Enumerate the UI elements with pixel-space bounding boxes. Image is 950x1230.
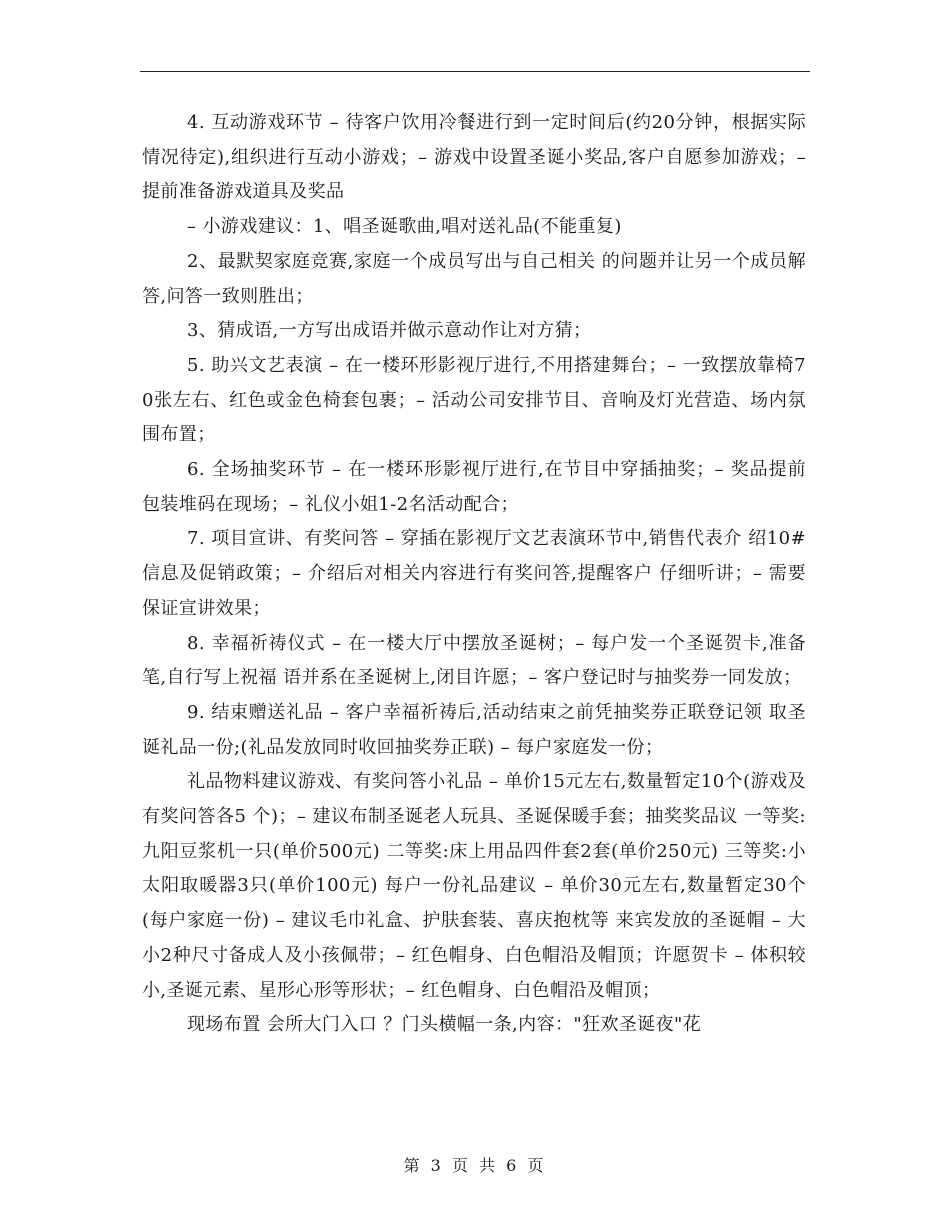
paragraph-interactive-games: 4. 互动游戏环节 – 待客户饮用冷餐进行到一定时间后(约20分钟，根据实际情况待定),组织进行互动小游戏；– 游戏中设置圣诞小奖品,客户自愿参加游戏；– 提前准备游戏道具及奖品 [142,112,806,203]
paragraph-project-promo: 7. 项目宣讲、有奖问答 – 穿插在影视厅文艺表演环节中,销售代表介 绍10#信息及促销政策；– 介绍后对相关内容进行有奖问答,提醒客户 仔细听讲；– 需要保证宣讲效果； [142,528,806,619]
document-body [142,106,806,1043]
paragraph-venue-setup: 现场布置 会所大门入口 ？门头横幅一条,内容："狂欢圣诞夜"花 [187,1014,702,1036]
paragraph-performance: 5. 助兴文艺表演 – 在一楼环形影视厅进行,不用搭建舞台；– 一致摆放靠椅70张左右、红色或金色椅套包裹；– 活动公司安排节目、音响及灯光营造、场内氛 围布置； [142,354,806,446]
header-rule [140,71,810,72]
paragraph-family-contest: 2、最默契家庭竞赛,家庭一个成员写出与自己相关 的问题并让另一个成员解答,问答一致则胜出； [142,250,806,307]
paragraph-closing-gifts: 9. 结束赠送礼品 – 客户幸福祈祷后,活动结束之前凭抽奖券正联登记领 取圣诞礼品一份;(礼品发放同时收回抽奖券正联) – 每户家庭发一份； [142,701,806,758]
paragraph-lottery: 6. 全场抽奖环节 – 在一楼环形影视厅进行,在节目中穿插抽奖；– 奖品提前包装堆码在现场；– 礼仪小姐1-2名活动配合； [142,459,806,515]
paragraph-gift-materials: 礼品物料建议游戏、有奖问答小礼品 – 单价15元左右,数量暂定10个(游戏及有奖问答各5 个)；– 建议布制圣诞老人玩具、圣诞保暖手套；抽奖奖品议 一等奖:九阳豆浆机一只(单价500元) 二等奖:床上用品四件套2套(单价250元) 三等奖:小太阳取暖器3只(单价100元) 每户一份礼品建议 – 单价30元左右,数量暂定30个(每户家庭一份) – 建议毛巾礼盒、护肤套装、喜庆抱枕等 来宾发放的圣诞帽 – 大小2种尺寸备成人及小孩佩带；– 红色帽身、白色帽沿及帽顶；许愿贺卡 – 体积较小,圣诞元素、星形心形等形状；– 红色帽身、白色帽沿及帽顶； [142,771,806,1001]
paragraph-game-suggestions: – 小游戏建议：1、唱圣诞歌曲,唱对送礼品(不能重复) [187,216,622,238]
paragraph-blessing-ceremony: 8. 幸福祈祷仪式 – 在一楼大厅中摆放圣诞树；– 每户发一个圣诞贺卡,准备笔,自行写上祝福 语并系在圣诞树上,闭目许愿；– 客户登记时与抽奖券一同发放； [142,632,806,689]
paragraph-idiom-guess: 3、猜成语,一方写出成语并做示意动作让对方猜； [187,320,592,342]
page-number-footer: 第 3 页 共 6 页 [403,1156,547,1175]
